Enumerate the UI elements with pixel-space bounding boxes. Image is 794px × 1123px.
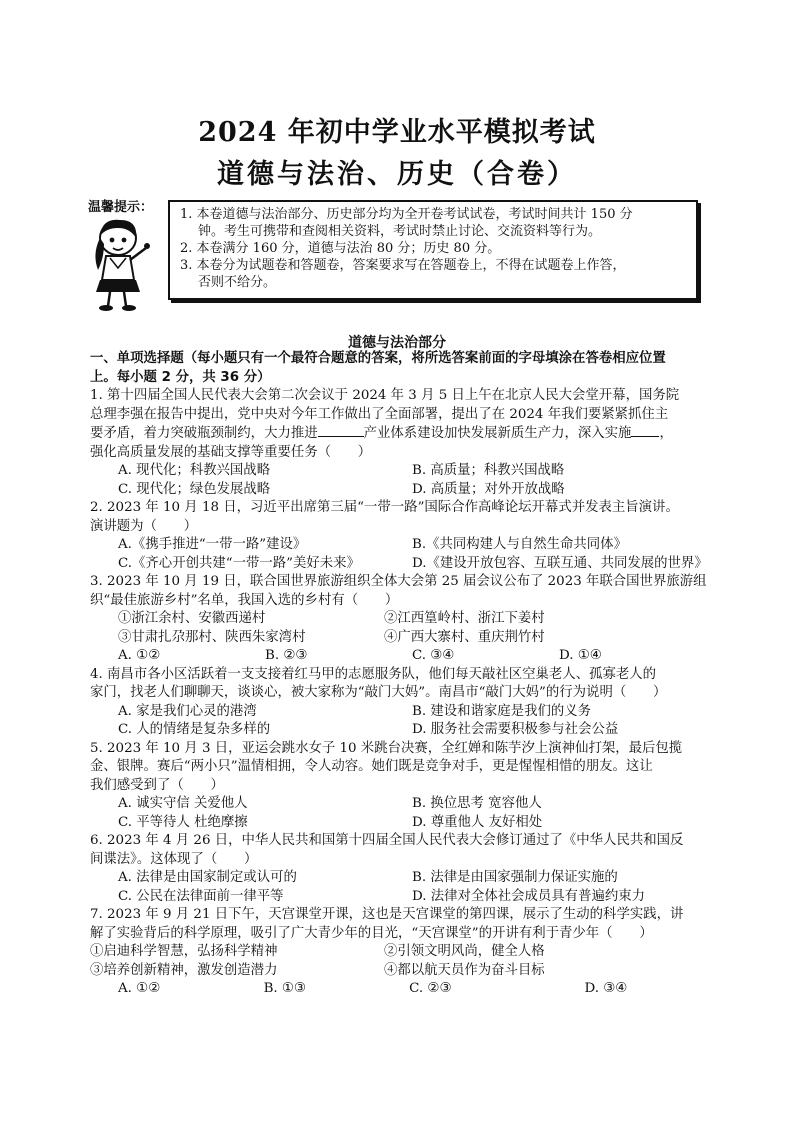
question-6-text: 间谍法》。这体现了（ ）	[90, 851, 258, 867]
option-row	[90, 555, 730, 574]
option-d: D.《建设开放包容、互联互通、共同发展的世界》	[412, 555, 708, 571]
question-1-text: 要矛盾，着力突破瓶颈制约，大力推进	[90, 426, 318, 441]
option-d: D. ①④	[559, 648, 602, 663]
option-b: B. 建设和谐家庭是我们的义务	[412, 703, 592, 719]
student-mascot-illustration	[84, 214, 162, 314]
option-b: B. 换位思考 宽容他人	[412, 796, 542, 811]
question-body	[90, 350, 730, 999]
part-heading: 一、单项选择题（每小题只有一个最符合题意的答案，将所选答案前面的字母填涂在答卷相应位置	[90, 351, 666, 366]
option-a: A. ①②	[118, 981, 161, 996]
option-b: B.《共同构建人与自然生命共同体》	[412, 537, 627, 552]
option-d: D. 服务社会需要积极参与社会公益	[412, 722, 619, 737]
option-a: A. ①②	[118, 648, 161, 663]
option-row	[90, 462, 730, 481]
section-title: 道德与法治部分	[348, 335, 446, 351]
part-heading: 上。每小题 2 分，共 36 分）	[90, 369, 271, 385]
exam-title: 2024 年初中学业水平模拟考试	[198, 117, 596, 148]
option-b: B. ②③	[265, 648, 308, 663]
exam-notice-box	[168, 200, 698, 300]
option-c: C. 平等待人 杜绝摩擦	[118, 814, 248, 830]
option-c: C. 公民在法律面前一律平等	[118, 888, 284, 904]
option-c: C. ②③	[409, 981, 452, 996]
option-row	[90, 869, 730, 888]
option-row	[90, 795, 730, 814]
option-b: B. 法律是由国家强制力保证实施的	[412, 870, 618, 885]
notice-line: 1. 本卷道德与法治部分、历史部分均为全开卷考试试卷，考试时间共计 150 分	[180, 207, 633, 222]
question-1-text: 总理李强在报告中提出，党中央对今年工作做出了全面部署，提出了在 2024 年我们要紧紧抓住主	[90, 406, 669, 422]
statement-row	[90, 962, 730, 981]
statement-1: ①浙江余村、安徽西递村	[118, 611, 266, 626]
option-row	[90, 980, 730, 999]
option-row	[90, 721, 730, 740]
option-b: B. ①③	[263, 981, 306, 996]
tips-label: 温馨提示：	[88, 200, 154, 215]
option-a: A. 现代化；科教兴国战略	[118, 463, 271, 478]
statement-row	[90, 629, 730, 648]
option-c: C. ③④	[412, 648, 455, 663]
question-6-text: 6. 2023 年 4 月 26 日，中华人民共和国第十四届全国人民代表大会修订通过了《中华人民共和国反	[90, 833, 684, 848]
question-1-text: ，	[659, 426, 673, 441]
option-row	[90, 536, 730, 555]
question-2-text: 演讲题为（ ）	[90, 518, 198, 534]
question-1-text: 1. 第十四届全国人民代表大会第二次会议于 2024 年 3 月 5 日上午在北京人民大会堂开幕，国务院	[90, 388, 680, 403]
option-row	[90, 647, 730, 666]
option-d: D. 法律对全体社会成员具有普遍约束力	[412, 888, 646, 904]
notice-line: 3. 本卷分为试题卷和答题卷，答案要求写在答题卷上，不得在试题卷上作答，	[180, 258, 626, 273]
option-a: A. 诚实守信 关爱他人	[118, 796, 248, 811]
option-c: C.《齐心开创共建“一带一路”美好未来》	[118, 555, 360, 571]
statement-4: ④都以航天员作为奋斗目标	[384, 962, 545, 978]
answer-blank	[631, 424, 659, 437]
notice-line: 否则不给分。	[198, 275, 277, 290]
option-row	[90, 481, 730, 500]
option-c: C. 人的情绪是复杂多样的	[118, 722, 271, 737]
statement-3: ③甘肃扎尕那村、陕西朱家湾村	[118, 629, 306, 645]
question-4-text: 家门，找老人们聊聊天，谈谈心，被大家称为“敲门大妈”。南昌市“敲门大妈”的行为说明（ ）	[90, 685, 667, 700]
statement-2: ②江西篁岭村、浙江下姜村	[384, 611, 545, 626]
notice-line: 钟。考生可携带和查阅相关资料，考试时禁止讨论、交流资料等行为。	[198, 224, 602, 239]
statement-row	[90, 943, 730, 962]
option-row	[90, 814, 730, 833]
question-2-text: 2. 2023 年 10 月 18 日，习近平出席第三届“一带一路”国际合作高峰论坛开幕式并发表主旨演讲。	[90, 500, 679, 515]
question-5-text: 5. 2023 年 10 月 3 日，亚运会跳水女子 10 米跳台决赛，全红婵和陈芋汐上演神仙打架，最后包揽	[90, 740, 683, 756]
question-4-text: 4. 南昌市各小区活跃着一支支接着红马甲的志愿服务队，他们每天敲社区空巢老人、孤寡老人的	[90, 666, 657, 682]
option-a: A. 法律是由国家制定或认可的	[118, 870, 297, 885]
question-5-text: 金、银牌。赛后“两小只”温情相拥，令人动容。她们既是竞争对手，更是惺惺相惜的朋友。这让	[90, 759, 653, 774]
statement-2: ②引领文明风尚，健全人格	[384, 944, 545, 959]
question-7-text: 7. 2023 年 9 月 21 日下午，天宫课堂开课，这也是天宫课堂的第四课，展示了生动的科学实践，讲	[90, 907, 684, 922]
question-1-text: 强化高质量发展的基础支撑等重要任务（ ）	[90, 444, 372, 460]
exam-subtitle: 道德与法治、历史（合卷）	[217, 159, 577, 190]
option-a: A. 家是我们心灵的港湾	[118, 703, 257, 719]
option-d: D. 高质量；对外开放战略	[412, 481, 565, 497]
statement-1: ①启迪科学智慧，弘扬科学精神	[90, 944, 278, 959]
question-1-text: 产业体系建设加快发展新质生产力，深入实施	[363, 426, 632, 441]
notice-line: 2. 本卷满分 160 分，道德与法治 80 分；历史 80 分。	[180, 241, 501, 256]
option-row	[90, 703, 730, 722]
statement-4: ④广西大寨村、重庆荆竹村	[384, 629, 545, 645]
option-a: A.《携手推进“一带一路”建设》	[118, 537, 307, 552]
statement-row	[90, 610, 730, 629]
option-b: B. 高质量；科教兴国战略	[412, 463, 565, 478]
option-row	[90, 888, 730, 907]
question-1-text	[90, 424, 730, 444]
option-c: C. 现代化；绿色发展战略	[118, 481, 271, 497]
question-3-text: 3. 2023 年 10 月 19 日，联合国世界旅游组织全体大会第 25 届会议公布了 2023 年联合国世界旅游组	[90, 574, 707, 589]
statement-3: ③培养创新精神，激发创造潜力	[90, 962, 278, 978]
option-d: D. ③④	[584, 981, 628, 996]
option-d: D. 尊重他人 友好相处	[412, 814, 543, 830]
question-3-text: 织“最佳旅游乡村”名单，我国入选的乡村有（ ）	[90, 592, 399, 608]
question-5-text: 我们感受到了（ ）	[90, 777, 224, 793]
question-7-text: 解了实验背后的科学原理，吸引了广大青少年的目光，“天宫课堂”的开讲有利于青少年（ ）	[90, 925, 653, 941]
answer-blank	[318, 424, 364, 437]
